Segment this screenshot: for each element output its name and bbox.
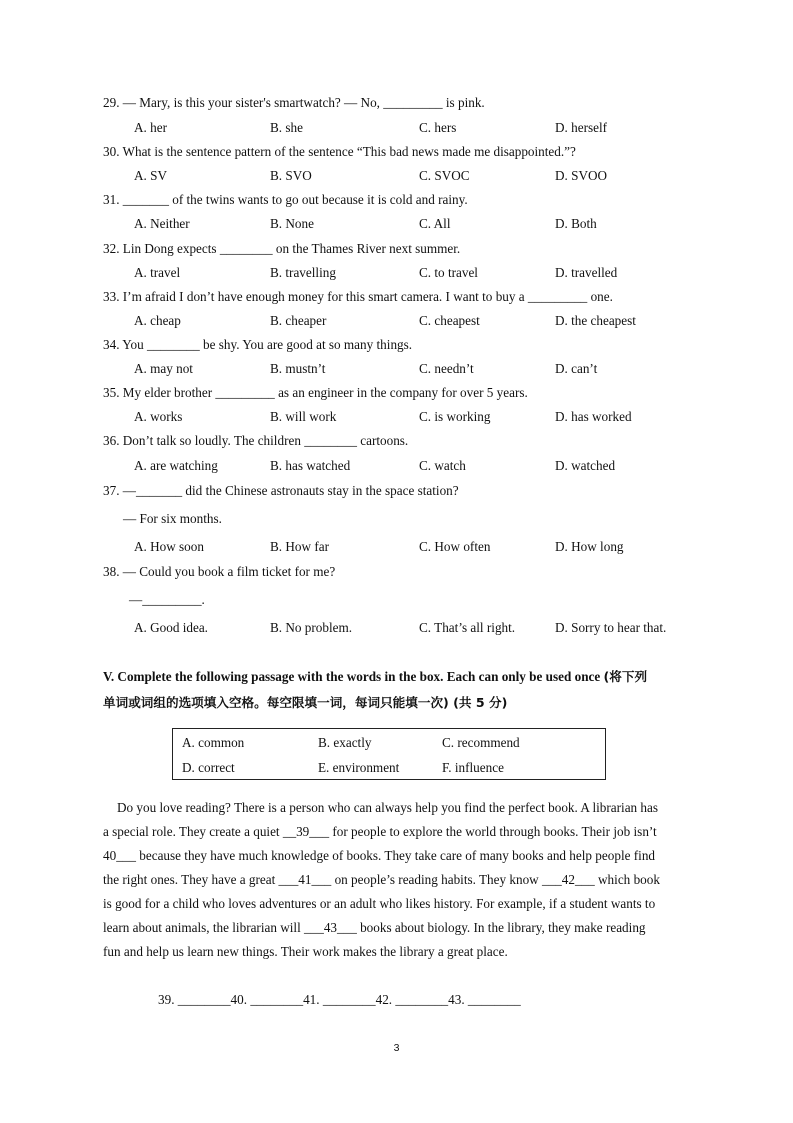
option-b: B. No problem. (270, 620, 353, 635)
option-b: B. will work (270, 409, 337, 424)
passage-line: fun and help us learn new things. Their work makes the library a great place. (103, 944, 508, 959)
option-d: D. travelled (555, 265, 618, 280)
passage-line: Do you love reading? There is a person who can always help you find the perfect book. A librarian has (117, 800, 659, 815)
word-option: E. environment (318, 760, 400, 775)
option-a: A. Good idea. (134, 620, 208, 635)
option-a: A. cheap (134, 313, 181, 328)
option-a: A. How soon (134, 539, 204, 554)
option-a: A. may not (134, 361, 193, 376)
option-c: C. How often (419, 539, 491, 554)
option-d: D. Sorry to hear that. (555, 620, 667, 635)
section-title (103, 670, 647, 684)
option-c: C. hers (419, 120, 457, 135)
option-b: B. None (270, 216, 314, 231)
option-d: D. SVOO (555, 168, 608, 183)
option-d: D. herself (555, 120, 607, 135)
option-a: A. works (134, 409, 183, 424)
option-c: C. SVOC (419, 168, 470, 183)
section-title-cn: 单词或词组的选项填入空格。每空限填一词，每词只能填一次) (共 5 分) (103, 695, 508, 710)
question-stem: 35. My elder brother _________ as an engineer in the company for over 5 years. (103, 385, 528, 400)
passage-line: is good for a child who loves adventures or an adult who likes history. For example, if a student wants to (103, 896, 656, 911)
question-stem: 33. I’m afraid I don’t have enough money for this smart camera. I want to buy a _________ one. (103, 289, 613, 304)
option-b: B. has watched (270, 458, 351, 473)
option-d: D. can’t (555, 361, 598, 376)
option-b: B. she (270, 120, 303, 135)
section-title-cn-start: (将下列 (603, 669, 648, 684)
word-option: D. correct (182, 760, 235, 775)
word-option: C. recommend (442, 735, 520, 750)
question-stem: 37. —_______ did the Chinese astronauts stay in the space station? (103, 483, 459, 498)
option-c: C. cheapest (419, 313, 480, 328)
question-stem: 30. What is the sentence pattern of the sentence “This bad news made me disappointed.”? (103, 144, 576, 159)
passage-line: learn about animals, the librarian will ___43___ books about biology. In the library, they make reading (103, 920, 646, 935)
option-c: C. That’s all right. (419, 620, 516, 635)
passage-line: the right ones. They have a great ___41___ on people’s reading habits. They know ___42___ which book (103, 872, 660, 887)
passage-line: 40___ because they have much knowledge of books. They take care of many books and help people find (103, 848, 656, 863)
option-a: A. her (134, 120, 167, 135)
question-stem: 31. _______ of the twins wants to go out because it is cold and rainy. (103, 192, 468, 207)
option-c: C. All (419, 216, 451, 231)
question-reply: —_________. (129, 592, 205, 607)
option-a: A. Neither (134, 216, 190, 231)
option-c: C. to travel (419, 265, 478, 280)
option-d: D. the cheapest (555, 313, 636, 328)
option-d: D. How long (555, 539, 624, 554)
option-a: A. travel (134, 265, 181, 280)
option-a: A. are watching (134, 458, 218, 473)
word-option: F. influence (442, 760, 504, 775)
option-b: B. mustn’t (270, 361, 326, 376)
page-number: 3 (393, 1042, 400, 1054)
passage-line: a special role. They create a quiet __39___ for people to explore the world through books. Their job isn’t (103, 824, 657, 839)
question-stem: 36. Don’t talk so loudly. The children ________ cartoons. (103, 433, 409, 448)
word-option: B. exactly (318, 735, 372, 750)
option-b: B. cheaper (270, 313, 327, 328)
question-stem: 29. — Mary, is this your sister's smartwatch? — No, _________ is pink. (103, 95, 485, 110)
question-reply: — For six months. (123, 511, 222, 526)
option-a: A. SV (134, 168, 167, 183)
option-c: C. watch (419, 458, 466, 473)
option-d: D. has worked (555, 409, 632, 424)
question-stem: 34. You ________ be shy. You are good at so many things. (103, 337, 413, 352)
answer-line: 39. ________40. ________41. ________42. ________43. ________ (158, 992, 521, 1007)
question-stem: 32. Lin Dong expects ________ on the Thames River next summer. (103, 241, 461, 256)
section-title-en: V. Complete the following passage with the words in the box. Each can only be used once (103, 669, 601, 684)
option-d: D. Both (555, 216, 597, 231)
option-c: C. needn’t (419, 361, 474, 376)
word-option: A. common (182, 735, 245, 750)
option-b: B. travelling (270, 265, 336, 280)
option-d: D. watched (555, 458, 616, 473)
option-c: C. is working (419, 409, 491, 424)
question-stem: 38. — Could you book a film ticket for me? (103, 564, 336, 579)
option-b: B. SVO (270, 168, 312, 183)
option-b: B. How far (270, 539, 329, 554)
